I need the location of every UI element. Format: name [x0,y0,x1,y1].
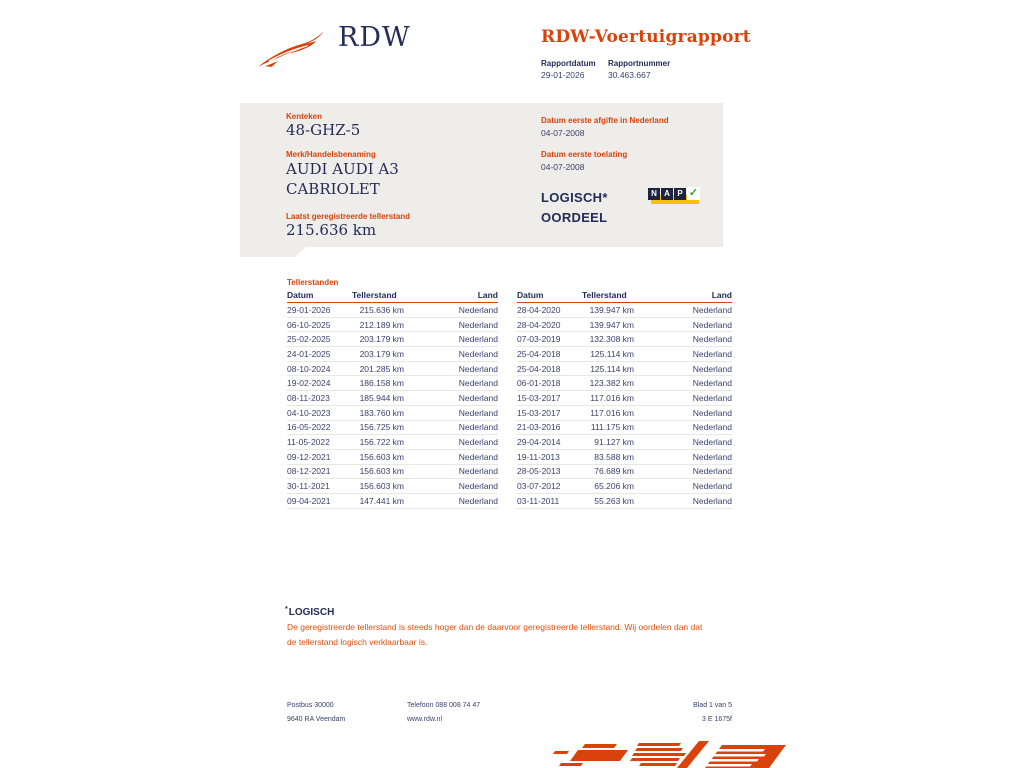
table-cell: Nederland [692,363,732,374]
table-cell: 123.382 km [589,378,634,389]
table-cell: Nederland [458,437,498,448]
report-number-value: 30.463.667 [608,70,651,80]
table-row [287,376,498,391]
column-header-tellerstand: Tellerstand [352,290,397,300]
table-cell: 16-05-2022 [287,422,331,433]
table-row [287,406,498,421]
table-row [517,406,732,421]
table-cell: 203.179 km [359,348,404,359]
footnote-text: De geregistreerde tellerstand is steeds hoger dan de daarvoor geregistreerde tellerstand. Wij oordelen dan dat de tellerstand logisch verklaarbaar is. [287,622,703,647]
table-cell: 21-03-2016 [517,422,561,433]
table-cell: Nederland [692,481,732,492]
table-cell: 111.175 km [590,422,634,433]
table-cell: 147.441 km [359,495,404,506]
table-header-row [287,290,498,303]
table-cell: Nederland [692,466,732,477]
table-row [287,450,498,465]
eerste-afgifte-value: 04-07-2008 [541,128,585,138]
footer-phone: Telefoon 088 008 74 47 [407,702,481,709]
table-row [287,391,498,406]
table-cell: Nederland [458,319,498,330]
column-header-datum: Datum [517,290,544,300]
vehicle-box-corner-tab [240,247,306,257]
table-cell: 09-04-2021 [287,495,331,506]
table-cell: 156.725 km [359,422,404,433]
table-cell: 06-01-2018 [517,378,561,389]
table-cell: 15-03-2017 [517,407,561,418]
column-header-land: Land [477,290,498,300]
table-cell: 30-11-2021 [287,481,330,492]
oordeel-line2: OORDEEL [541,210,608,225]
table-row [287,435,498,450]
table-cell: 156.603 km [359,451,404,462]
table-row [287,362,498,377]
table-cell: 215.636 km [359,304,404,315]
report-date-label: Rapportdatum [541,59,596,68]
table-cell: 183.760 km [359,407,404,418]
tellerstand-label: Laatst geregistreerde tellerstand [286,212,411,221]
table-row [517,376,732,391]
table-cell: 201.285 km [359,363,404,374]
kenteken-value: 48-GHZ-5 [286,121,361,139]
table-cell: 139.947 km [589,319,634,330]
table-cell: 186.158 km [359,378,404,389]
table-row [517,435,732,450]
table-cell: 25-04-2018 [517,363,561,374]
speed-stripes-graphic [553,737,790,768]
oordeel-verdict [541,188,608,228]
table-cell: 117.016 km [590,407,634,418]
table-cell: Nederland [692,495,732,506]
table-row [287,347,498,362]
column-header-land: Land [711,290,732,300]
footnote-heading [285,606,334,618]
right-rows [517,303,732,509]
table-cell: 03-07-2012 [517,481,561,492]
table-cell: 156.603 km [359,466,404,477]
table-cell: Nederland [458,481,498,492]
table-cell: Nederland [692,348,732,359]
merk-value-line1: AUDI AUDI A3 [286,160,399,178]
table-cell: 91.127 km [594,437,634,448]
table-cell: 212.189 km [359,319,404,330]
table-row [517,347,732,362]
table-row [517,479,732,494]
table-row [287,465,498,480]
table-cell: Nederland [692,304,732,315]
table-cell: Nederland [458,451,498,462]
table-cell: Nederland [458,407,498,418]
table-cell: 76.689 km [594,466,634,477]
table-row [287,421,498,436]
table-cell: 117.016 km [590,392,634,403]
table-cell: 25-04-2018 [517,348,561,359]
nap-letter-n: N [648,188,660,200]
column-header-datum: Datum [287,290,314,300]
left-rows [287,303,498,509]
table-row [517,465,732,480]
table-cell: Nederland [692,392,732,403]
table-cell: 07-03-2019 [517,334,561,345]
table-cell: 156.603 km [359,481,404,492]
eerste-afgifte-label: Datum eerste afgifte in Nederland [541,116,669,125]
oordeel-line1: LOGISCH* [541,190,608,205]
table-cell: Nederland [458,392,498,403]
table-cell: Nederland [692,407,732,418]
table-cell: Nederland [692,378,732,389]
footnote-heading-text: LOGISCH [288,607,335,618]
table-cell: 65.206 km [594,481,634,492]
table-cell: 28-04-2020 [517,319,561,330]
footer-website: www.rdw.nl [407,715,443,723]
table-cell: Nederland [692,334,732,345]
table-row [287,303,498,318]
table-cell: Nederland [458,495,498,506]
footer-contact [407,699,480,726]
table-cell: 11-05-2022 [287,437,330,448]
nap-letter-a: A [661,188,673,200]
footnote-asterisk: * [285,606,288,613]
table-cell: Nederland [458,466,498,477]
table-cell: 24-01-2025 [287,348,331,359]
table-row [517,391,732,406]
table-cell: 156.722 km [359,437,404,448]
table-cell: 08-11-2023 [287,392,330,403]
table-cell: Nederland [692,437,732,448]
rdw-logo-text: RDW [338,22,411,53]
table-cell: 203.179 km [359,334,404,345]
rdw-bird-logo-icon [256,27,334,69]
vehicle-summary-box [240,103,723,247]
table-row [287,494,498,509]
kenteken-label: Kenteken [286,112,323,121]
table-cell: 55.263 km [594,495,634,506]
report-date-value: 29-01-2026 [541,70,585,80]
table-cell: Nederland [692,451,732,462]
footer-address [287,699,345,726]
merk-label: Merk/Handelsbenaming [286,150,376,159]
page-title: RDW-Voertuigrapport [541,27,751,47]
merk-value [286,159,399,199]
table-cell: 08-12-2021 [287,466,331,477]
footer-page-number: Blad 1 van 5 [693,702,732,709]
table-row [517,303,732,318]
tellerstand-value: 215.636 km [286,221,377,239]
table-cell: 03-11-2011 [517,495,560,506]
table-cell: Nederland [692,422,732,433]
table-cell: 25-02-2025 [287,334,331,345]
table-cell: 15-03-2017 [517,392,561,403]
table-cell: 139.947 km [589,304,634,315]
table-cell: 29-01-2026 [287,304,331,315]
table-row [517,421,732,436]
table-cell: 132.308 km [589,334,634,345]
table-row [287,479,498,494]
table-row [517,362,732,377]
table-cell: Nederland [458,378,498,389]
table-cell: Nederland [458,334,498,345]
table-cell: Nederland [692,319,732,330]
report-number-label: Rapportnummer [608,59,671,68]
nap-letter-p: P [674,188,686,200]
footer-form-code: 3 E 1675f [702,715,732,723]
table-row [287,332,498,347]
table-cell: Nederland [458,363,498,374]
table-cell: 29-04-2014 [517,437,561,448]
tellerstanden-table-left [287,290,498,509]
footer-city: 9640 RA Veendam [287,715,346,723]
table-cell: 19-02-2024 [287,378,331,389]
table-row [517,494,732,509]
eerste-toelating-value: 04-07-2008 [541,162,585,172]
table-cell: 83.588 km [594,451,634,462]
table-cell: 125.114 km [590,363,634,374]
column-header-tellerstand: Tellerstand [582,290,627,300]
merk-value-line2: CABRIOLET [286,180,380,198]
table-row [517,450,732,465]
table-row [517,332,732,347]
nap-checkmark-icon: ✓ [688,187,699,199]
table-cell: 09-12-2021 [287,451,331,462]
table-row [287,318,498,333]
table-cell: 04-10-2023 [287,407,331,418]
eerste-toelating-label: Datum eerste toelating [541,150,628,159]
nap-logo [648,187,700,210]
table-cell: 125.114 km [590,348,634,359]
tellerstanden-section-title: Tellerstanden [287,278,339,287]
table-cell: 06-10-2025 [287,319,331,330]
table-cell: 19-11-2013 [517,451,560,462]
table-header-row [517,290,732,303]
table-cell: Nederland [458,422,498,433]
table-row [517,318,732,333]
table-cell: Nederland [458,304,498,315]
footer-pageinfo [532,699,732,726]
table-cell: 185.944 km [359,392,404,403]
tellerstanden-table-right [517,290,732,509]
table-cell: Nederland [458,348,498,359]
table-cell: 28-04-2020 [517,304,561,315]
footer-postbus: Postbus 30000 [287,702,334,709]
table-cell: 28-05-2013 [517,466,561,477]
table-cell: 08-10-2024 [287,363,331,374]
